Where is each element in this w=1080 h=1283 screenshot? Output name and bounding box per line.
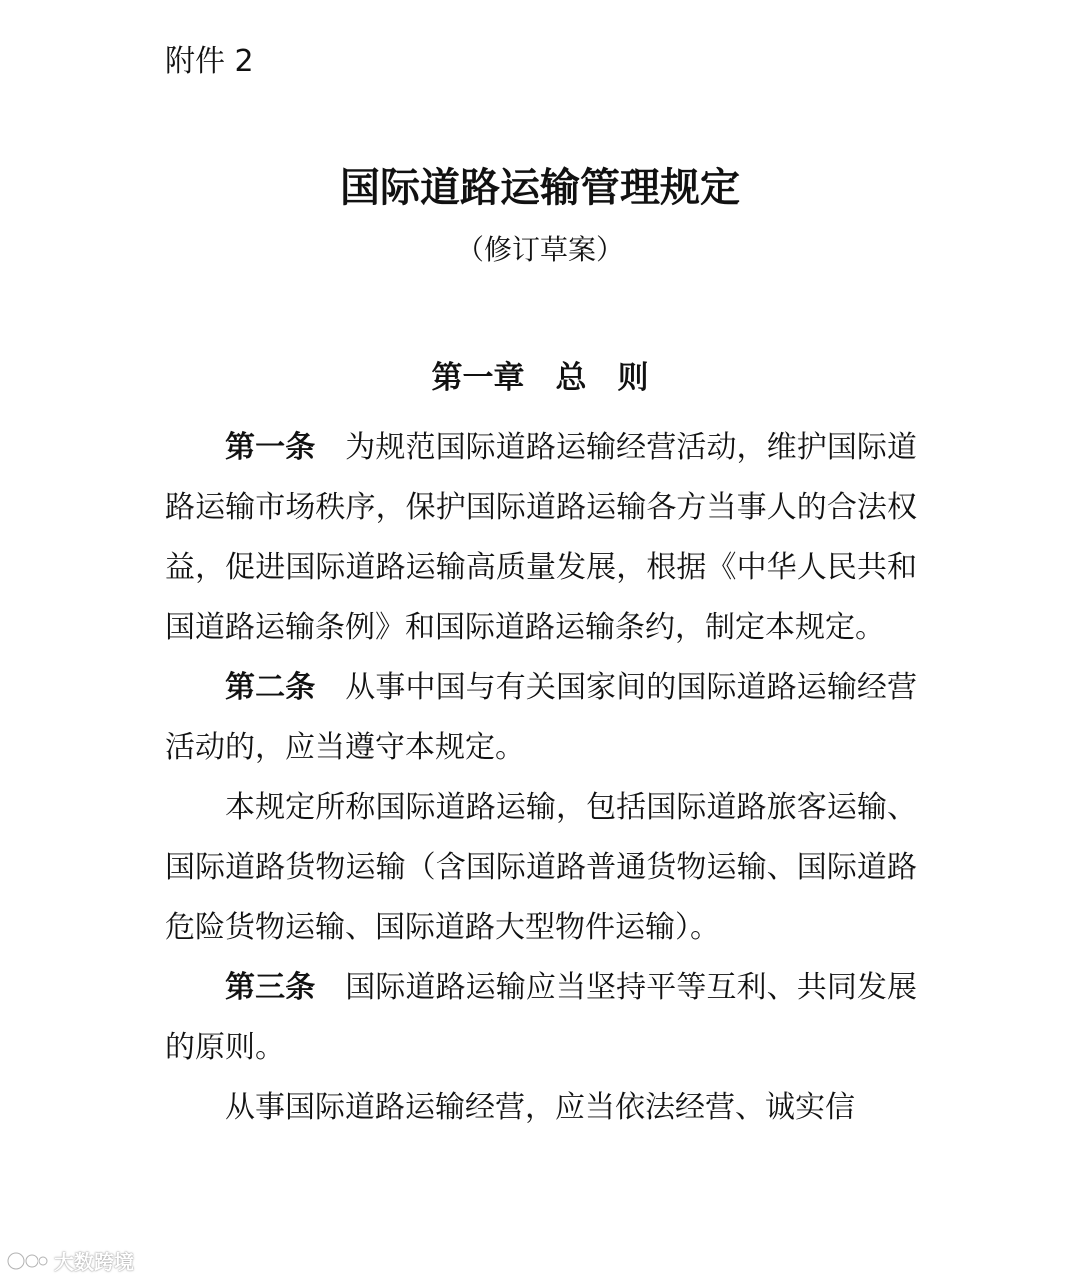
chapter-heading: 第一章 总 则 — [431, 360, 649, 396]
article-text: 为规范国际道路运输经营活动，维护国际道路运输市场秩序，保护国际道路运输各方当事人的合法权益，促进国际道路运输高质量发展，根据《中华人民共和国道路运输条例》和国际道路运输条约，制定本规定。 — [165, 430, 918, 645]
article-number: 第一条 — [225, 430, 316, 465]
article-text: 本规定所称国际道路运输，包括国际道路旅客运输、国际道路货物运输（含国际道路普通货物运输、国际道路危险货物运输、国际道路大型物件运输）。 — [165, 790, 917, 945]
watermark-text: 大数跨境 — [54, 1250, 134, 1274]
article-number: 第三条 — [225, 970, 316, 1005]
article-paragraph — [165, 1078, 917, 1138]
article-text: 从事中国与有关国家间的国际道路运输经营活动的，应当遵守本规定。 — [165, 670, 918, 765]
watermark — [6, 1246, 134, 1275]
article-paragraph — [165, 958, 917, 1078]
article-text: 从事国际道路运输经营，应当依法经营、诚实信 — [225, 1090, 855, 1125]
article-paragraph — [165, 658, 917, 778]
article-paragraph — [165, 778, 917, 958]
article-text: 国际道路运输应当坚持平等互利、共同发展的原则。 — [165, 970, 918, 1065]
document-title: 国际道路运输管理规定 — [340, 165, 740, 211]
watermark-logo-icon — [6, 1247, 48, 1275]
attachment-label: 附件 2 — [165, 44, 254, 79]
article-paragraph — [165, 418, 917, 658]
document-subtitle: （修订草案） — [455, 233, 624, 266]
article-number: 第二条 — [225, 670, 316, 705]
document-body — [165, 418, 917, 1138]
